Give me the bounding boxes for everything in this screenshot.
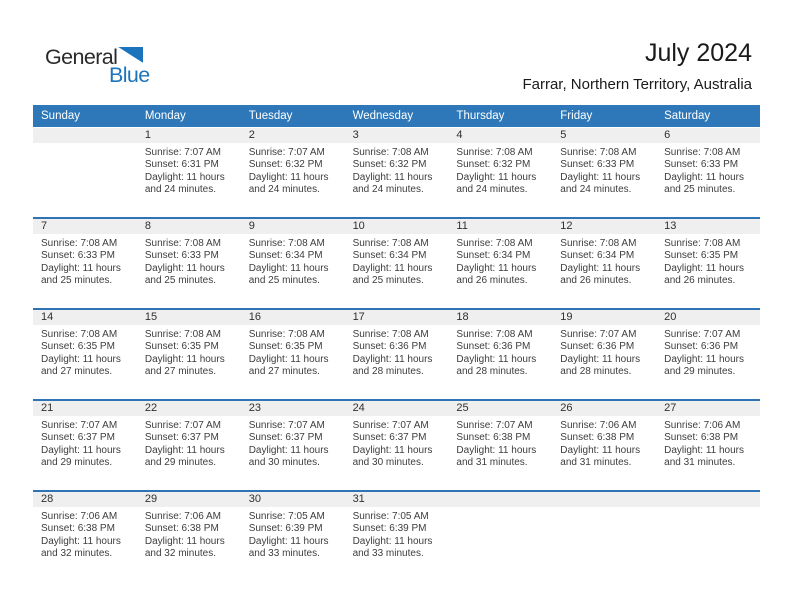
day-cell — [33, 234, 137, 308]
daylight-minutes-line: and 25 minutes. — [352, 274, 424, 286]
day-number: 22 — [144, 402, 158, 414]
day-number-band — [33, 219, 760, 234]
day-number: 9 — [248, 220, 255, 232]
day-number: 28 — [41, 493, 54, 505]
daylight-minutes-line: and 24 minutes. — [352, 183, 424, 195]
daylight-hours-line: Daylight: 11 hours — [352, 535, 433, 547]
daylight-minutes-line: and 25 minutes. — [144, 274, 217, 286]
daylight-minutes-line: and 28 minutes. — [352, 365, 424, 377]
empty-day-number — [448, 492, 552, 507]
empty-day-number — [33, 128, 137, 143]
week-row — [33, 128, 760, 217]
day-cell — [345, 143, 449, 217]
day-number: 13 — [664, 220, 677, 232]
sunrise-line: Sunrise: 7:08 AM — [144, 238, 221, 249]
day-cell — [552, 234, 656, 308]
daylight-minutes-line: and 27 minutes. — [248, 365, 320, 377]
day-cell — [345, 416, 449, 490]
sunset-line: Sunset: 6:36 PM — [456, 341, 531, 353]
sunrise-line: Sunrise: 7:07 AM — [248, 420, 325, 431]
daylight-hours-line: Daylight: 11 hours — [41, 444, 121, 456]
daylight-hours-line: Daylight: 11 hours — [41, 353, 121, 365]
week-row — [33, 490, 760, 581]
sunrise-line: Sunrise: 7:08 AM — [456, 238, 533, 249]
daylight-hours-line: Daylight: 11 hours — [144, 535, 225, 547]
day-number: 7 — [41, 220, 48, 232]
sunset-line: Sunset: 6:33 PM — [41, 250, 115, 262]
weekday-header-cell: Tuesday — [248, 110, 293, 122]
sunrise-line: Sunrise: 7:08 AM — [664, 147, 741, 158]
daylight-minutes-line: and 33 minutes. — [352, 547, 424, 559]
weekday-header-cell: Saturday — [664, 110, 711, 122]
sunset-line: Sunset: 6:38 PM — [560, 432, 635, 444]
daylight-minutes-line: and 30 minutes. — [352, 456, 424, 468]
calendar-body — [33, 128, 760, 581]
day-number: 10 — [352, 220, 365, 232]
day-cell — [448, 325, 552, 399]
day-number: 18 — [456, 311, 469, 323]
daylight-hours-line: Daylight: 11 hours — [456, 262, 537, 274]
sunrise-line: Sunrise: 7:08 AM — [352, 238, 429, 249]
sunset-line: Sunset: 6:38 PM — [144, 523, 219, 535]
daylight-hours-line: Daylight: 11 hours — [248, 353, 329, 365]
day-cell — [33, 507, 137, 581]
daylight-minutes-line: and 25 minutes. — [664, 183, 736, 195]
sunset-line: Sunset: 6:32 PM — [352, 159, 427, 171]
daylight-minutes-line: and 32 minutes. — [41, 547, 113, 559]
sunrise-line: Sunrise: 7:08 AM — [560, 238, 637, 249]
day-cell — [448, 416, 552, 490]
empty-day-cell — [656, 507, 760, 581]
daylight-hours-line: Daylight: 11 hours — [560, 444, 641, 456]
day-number: 25 — [456, 402, 469, 414]
sunset-line: Sunset: 6:32 PM — [248, 159, 323, 171]
daylight-hours-line: Daylight: 11 hours — [352, 171, 433, 183]
daylight-hours-line: Daylight: 11 hours — [144, 262, 225, 274]
sunset-line: Sunset: 6:39 PM — [352, 523, 427, 535]
sunrise-line: Sunrise: 7:06 AM — [560, 420, 637, 431]
day-number-band — [33, 310, 760, 325]
sunrise-line: Sunrise: 7:06 AM — [144, 511, 221, 522]
daylight-minutes-line: and 26 minutes. — [456, 274, 528, 286]
sunrise-line: Sunrise: 7:06 AM — [664, 420, 741, 431]
sunrise-line: Sunrise: 7:08 AM — [664, 238, 741, 249]
daylight-minutes-line: and 31 minutes. — [664, 456, 736, 468]
daylight-hours-line: Daylight: 11 hours — [248, 262, 329, 274]
day-cell — [345, 325, 449, 399]
daylight-hours-line: Daylight: 11 hours — [41, 262, 121, 274]
daylight-minutes-line: and 24 minutes. — [456, 183, 528, 195]
daylight-hours-line: Daylight: 11 hours — [352, 353, 433, 365]
day-number: 1 — [144, 129, 151, 141]
daylight-minutes-line: and 31 minutes. — [456, 456, 528, 468]
day-number: 6 — [664, 129, 671, 141]
day-cell — [33, 325, 137, 399]
day-number: 5 — [560, 129, 567, 141]
day-number: 29 — [144, 493, 158, 505]
day-cell — [552, 416, 656, 490]
sunset-line: Sunset: 6:37 PM — [248, 432, 323, 444]
daylight-minutes-line: and 25 minutes. — [41, 274, 113, 286]
sunset-line: Sunset: 6:37 PM — [41, 432, 115, 444]
daylight-minutes-line: and 28 minutes. — [456, 365, 528, 377]
general-blue-logo — [45, 45, 150, 88]
daylight-hours-line: Daylight: 11 hours — [664, 171, 744, 183]
week-row — [33, 308, 760, 399]
daylight-hours-line: Daylight: 11 hours — [664, 353, 744, 365]
day-number-band — [33, 401, 760, 416]
sunrise-line: Sunrise: 7:05 AM — [352, 511, 429, 522]
sunrise-line: Sunrise: 7:08 AM — [41, 238, 118, 249]
week-row — [33, 217, 760, 308]
sunset-line: Sunset: 6:34 PM — [248, 250, 323, 262]
sunrise-line: Sunrise: 7:07 AM — [41, 420, 118, 431]
sunset-line: Sunset: 6:35 PM — [248, 341, 323, 353]
day-cell — [345, 234, 449, 308]
sunrise-line: Sunrise: 7:07 AM — [352, 420, 429, 431]
day-cell — [241, 325, 345, 399]
day-details-row — [33, 507, 760, 581]
day-number: 23 — [248, 402, 261, 414]
daylight-hours-line: Daylight: 11 hours — [144, 444, 225, 456]
sunrise-line: Sunrise: 7:06 AM — [41, 511, 118, 522]
day-number-band — [33, 492, 760, 507]
sunset-line: Sunset: 6:34 PM — [560, 250, 635, 262]
sunset-line: Sunset: 6:33 PM — [664, 159, 739, 171]
day-number: 27 — [664, 402, 677, 414]
daylight-minutes-line: and 25 minutes. — [248, 274, 320, 286]
weekday-header-cell: Thursday — [456, 110, 505, 122]
logo-text-blue: Blue — [109, 63, 150, 87]
weekday-header — [33, 105, 760, 127]
day-cell — [137, 234, 241, 308]
daylight-minutes-line: and 26 minutes. — [664, 274, 736, 286]
daylight-hours-line: Daylight: 11 hours — [248, 444, 329, 456]
day-number: 11 — [456, 220, 468, 232]
day-cell — [656, 325, 760, 399]
day-cell — [448, 234, 552, 308]
sunset-line: Sunset: 6:31 PM — [144, 159, 219, 171]
daylight-hours-line: Daylight: 11 hours — [248, 171, 329, 183]
sunrise-line: Sunrise: 7:08 AM — [456, 147, 533, 158]
sunset-line: Sunset: 6:38 PM — [664, 432, 739, 444]
sunset-line: Sunset: 6:34 PM — [456, 250, 531, 262]
sunset-line: Sunset: 6:36 PM — [352, 341, 427, 353]
daylight-minutes-line: and 24 minutes. — [560, 183, 632, 195]
sunset-line: Sunset: 6:38 PM — [456, 432, 531, 444]
daylight-minutes-line: and 24 minutes. — [248, 183, 320, 195]
empty-day-cell — [552, 507, 656, 581]
day-cell — [552, 325, 656, 399]
sunrise-line: Sunrise: 7:08 AM — [352, 329, 429, 340]
page-subtitle: Farrar, Northern Territory, Australia — [522, 76, 752, 93]
daylight-hours-line: Daylight: 11 hours — [560, 171, 641, 183]
day-number: 30 — [248, 493, 261, 505]
daylight-minutes-line: and 33 minutes. — [248, 547, 320, 559]
sunset-line: Sunset: 6:37 PM — [352, 432, 427, 444]
daylight-hours-line: Daylight: 11 hours — [456, 171, 537, 183]
sunrise-line: Sunrise: 7:07 AM — [144, 147, 221, 158]
sunrise-line: Sunrise: 7:07 AM — [664, 329, 741, 340]
daylight-minutes-line: and 26 minutes. — [560, 274, 632, 286]
day-cell — [656, 143, 760, 217]
daylight-minutes-line: and 24 minutes. — [144, 183, 217, 195]
day-number: 19 — [560, 311, 573, 323]
day-number-band — [33, 128, 760, 143]
weekday-header-cell: Friday — [560, 110, 593, 122]
sunset-line: Sunset: 6:33 PM — [144, 250, 219, 262]
daylight-hours-line: Daylight: 11 hours — [352, 262, 433, 274]
day-details-row — [33, 234, 760, 308]
day-number: 20 — [664, 311, 677, 323]
daylight-minutes-line: and 28 minutes. — [560, 365, 632, 377]
sunrise-line: Sunrise: 7:08 AM — [560, 147, 637, 158]
daylight-minutes-line: and 32 minutes. — [144, 547, 217, 559]
sunrise-line: Sunrise: 7:08 AM — [41, 329, 118, 340]
daylight-hours-line: Daylight: 11 hours — [144, 353, 225, 365]
daylight-hours-line: Daylight: 11 hours — [456, 444, 537, 456]
day-cell — [137, 143, 241, 217]
daylight-hours-line: Daylight: 11 hours — [456, 353, 537, 365]
sunrise-line: Sunrise: 7:07 AM — [560, 329, 637, 340]
day-cell — [448, 143, 552, 217]
daylight-hours-line: Daylight: 11 hours — [664, 262, 744, 274]
daylight-hours-line: Daylight: 11 hours — [560, 353, 641, 365]
day-cell — [656, 234, 760, 308]
sunrise-line: Sunrise: 7:07 AM — [144, 420, 221, 431]
day-number: 8 — [144, 220, 151, 232]
logo-text-general: General — [45, 45, 118, 69]
sunset-line: Sunset: 6:38 PM — [41, 523, 115, 535]
day-cell — [241, 143, 345, 217]
daylight-minutes-line: and 29 minutes. — [664, 365, 736, 377]
day-details-row — [33, 143, 760, 217]
day-number: 31 — [352, 493, 365, 505]
sunset-line: Sunset: 6:35 PM — [664, 250, 739, 262]
day-cell — [656, 416, 760, 490]
sunset-line: Sunset: 6:35 PM — [144, 341, 219, 353]
daylight-minutes-line: and 31 minutes. — [560, 456, 632, 468]
day-cell — [241, 416, 345, 490]
empty-day-cell — [448, 507, 552, 581]
empty-day-cell — [33, 143, 137, 217]
sunset-line: Sunset: 6:37 PM — [144, 432, 219, 444]
sunrise-line: Sunrise: 7:07 AM — [456, 420, 533, 431]
day-number: 15 — [144, 311, 158, 323]
sunset-line: Sunset: 6:36 PM — [560, 341, 635, 353]
weekday-header-cell: Wednesday — [352, 110, 414, 122]
day-cell — [137, 416, 241, 490]
daylight-minutes-line: and 29 minutes. — [41, 456, 113, 468]
weekday-header-cell: Monday — [144, 110, 186, 122]
daylight-hours-line: Daylight: 11 hours — [560, 262, 641, 274]
day-cell — [241, 507, 345, 581]
sunset-line: Sunset: 6:34 PM — [352, 250, 427, 262]
daylight-minutes-line: and 30 minutes. — [248, 456, 320, 468]
daylight-hours-line: Daylight: 11 hours — [144, 171, 225, 183]
sunset-line: Sunset: 6:32 PM — [456, 159, 531, 171]
logo-flag-icon — [118, 47, 143, 63]
empty-day-number — [656, 492, 760, 507]
daylight-hours-line: Daylight: 11 hours — [41, 535, 121, 547]
day-cell — [552, 143, 656, 217]
daylight-hours-line: Daylight: 11 hours — [664, 444, 744, 456]
sunrise-line: Sunrise: 7:08 AM — [248, 238, 325, 249]
day-cell — [345, 507, 449, 581]
day-details-row — [33, 416, 760, 490]
sunrise-line: Sunrise: 7:08 AM — [144, 329, 221, 340]
day-cell — [241, 234, 345, 308]
week-row — [33, 399, 760, 490]
sunset-line: Sunset: 6:35 PM — [41, 341, 115, 353]
day-number: 4 — [456, 129, 463, 141]
daylight-minutes-line: and 27 minutes. — [144, 365, 217, 377]
day-cell — [137, 507, 241, 581]
page-title: July 2024 — [644, 39, 752, 67]
weekday-header-cell: Sunday — [41, 110, 81, 122]
daylight-hours-line: Daylight: 11 hours — [248, 535, 329, 547]
day-number: 3 — [352, 129, 359, 141]
day-details-row — [33, 325, 760, 399]
sunrise-line: Sunrise: 7:08 AM — [456, 329, 533, 340]
daylight-minutes-line: and 29 minutes. — [144, 456, 217, 468]
sunrise-line: Sunrise: 7:08 AM — [248, 329, 325, 340]
day-number: 12 — [560, 220, 573, 232]
sunset-line: Sunset: 6:33 PM — [560, 159, 635, 171]
daylight-minutes-line: and 27 minutes. — [41, 365, 113, 377]
day-number: 24 — [352, 402, 365, 414]
daylight-hours-line: Daylight: 11 hours — [352, 444, 433, 456]
day-cell — [33, 416, 137, 490]
sunrise-line: Sunrise: 7:08 AM — [352, 147, 429, 158]
day-cell — [137, 325, 241, 399]
sunrise-line: Sunrise: 7:05 AM — [248, 511, 325, 522]
day-number: 26 — [560, 402, 573, 414]
sunset-line: Sunset: 6:36 PM — [664, 341, 739, 353]
day-number: 16 — [248, 311, 261, 323]
day-number: 17 — [352, 311, 365, 323]
empty-day-number — [552, 492, 656, 507]
calendar — [33, 105, 760, 581]
day-number: 21 — [41, 402, 54, 414]
sunset-line: Sunset: 6:39 PM — [248, 523, 323, 535]
day-number: 14 — [41, 311, 54, 323]
sunrise-line: Sunrise: 7:07 AM — [248, 147, 325, 158]
day-number: 2 — [248, 129, 255, 141]
